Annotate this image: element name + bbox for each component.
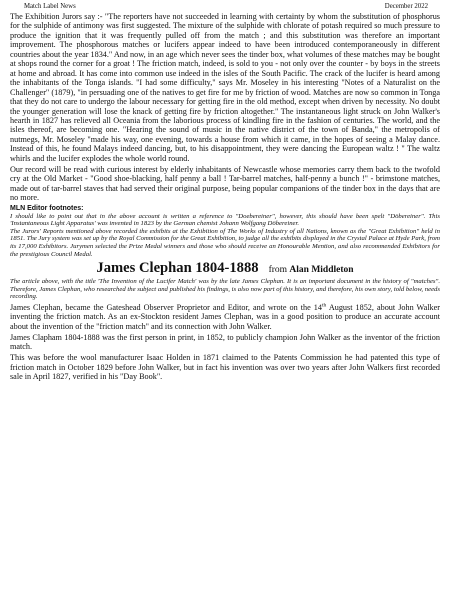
section-paragraph-1 — [10, 303, 440, 331]
footnotes-title: MLN Editor footnotes: — [10, 204, 84, 212]
publication-name: Match Label News — [24, 3, 76, 10]
section-paragraph-3: This was before the wool manufacturer Isaac Holden in 1871 claimed to the Patents Commission he had patented this type of friction match in October 1829 before John Walker, but in fact his invention was over two years after John Walkers first recorded sale in April 1827, verified in his "Day Book". — [10, 353, 440, 381]
section-paragraph-2: James Clapham 1804-1888 was the first person in print, in 1852, to publicly champion John Walker as the inventor of the friction match. — [10, 332, 440, 351]
byline — [269, 265, 354, 275]
section-p1-text-b: August 1852, about John Walker inventing the friction match. As an ex-Stockton resident James Clephan, was in a good position to produce an accurate account about the invention of the "friction match" and its connection with John Walker. — [10, 302, 440, 331]
article-paragraph-1: The Exhibition Jurors say :- "The reporters have not succeeded in learning with certainty by whom the substitution of phosphorus for the sulphide of antimony was first suggested. The mixture of the sulphide with chlorate of potash required so much pressure to produce the ignition that it was frequently pulled off from the match ; and this substitution was therefore an important improvement. The phosphorous matches or lucifers appear indeed to have been introduced contemporaneously in different countries about the year 1834." And now, in an age which never sees the tinder box, what volumes of these matches may be bought at shops round the corner for a groat ! The friction match, indeed, is sold to you - not only over the counter - by boys in the streets at home and abroad. It has come into common use indeed in the isles of the South Pacific. The crack of the lucifer is heard among the inhabitants of the Tonga islands. "I had some difficulty," says Mr. Moseley in his interesting "Notes of a Naturalist on the Challenger" (1879), "in persuading one of the natives to get fire for me by friction of wood. Matches are now so common in Tonga that they do not care to undergo the labour necessary for getting fire in the old method, except when driven by necessity. No doubt the younger generation will lose the knack of getting fire by friction altogether." The instantaneous light struck on John Walker's hearth in 1827 has relieved all Oceania from the laborious process of kindling fire in the fashion of centuries. The world, and the isles thereof, are becoming one. "Hearing the sound of music in the native district of the town of Banda," the metropolis of nutmegs, Mr. Moseley "made his way, one evening, towards a house from which it came, in the hopes of seeing a Malay dance. Instead of this, he found Malays indeed dancing, but, to his disappointment, they were dancing the European waltz ! " The waltz whirls and the lucifer explodes the whole world round. — [10, 12, 440, 163]
section-p1-text-a: James Clephan, became the Gateshead Observer Proprietor and Editor, and wrote on the 14 — [10, 302, 322, 312]
section-intro: The article above, with the title 'The Invention of the Lucifer Match' was by the late James Clephan. It is an important document in the history of "matches". Therefore, James Clephan, who researched the subject and published his findings, is also now part of this history, and therefore, his own story, told below, needs recording. — [10, 278, 440, 301]
byline-from: from — [268, 265, 288, 276]
article-paragraph-2: Our record will be read with curious interest by elderly inhabitants of Newcastle whose memories carry them back to the twofold cry at the Old Market - "Good shoe-blacking, half penny a ball ! Tar-barrel matches, half-penny a bunch !" - brimstone matches, made out of tar-barrel staves that had served their original purpose, being popular companions of the tinder box in the days that are no more. — [10, 164, 440, 203]
footnote-1: I should like to point out that in the above account is written a reference to "Doebereiner", however, this should have been spelt "Döbereiner". This 'Instantaneous Light Apparatus' was invented in 1823 by the German chemist Johann Wolfgang Döbereiner. — [10, 212, 440, 228]
section-title: James Clephan 1804-1888 — [96, 260, 259, 277]
author-name: Alan Middleton — [289, 265, 354, 276]
ordinal-suffix: th — [321, 301, 327, 308]
page-header — [10, 2, 440, 12]
section-heading — [10, 260, 440, 277]
footnote-2: The Jurors' Reports mentioned above recorded the exhibits at the Exhibition of The Works of Industry of all Nations, known as the "Great Exhibition" held in 1851. The Jury system was set up by the Royal Commission for the Great Exhibition, to judge all the exhibits displayed in the Crystal Palace at Hyde Park, from its 17,000 Exhibitors. Jurymen selected the Prize Medal winners and those who should receive an Honourable Mention, and also recommended Exhibitors for the prestigious Council Medal. — [10, 227, 440, 258]
issue-date: December 2022 — [384, 3, 428, 10]
